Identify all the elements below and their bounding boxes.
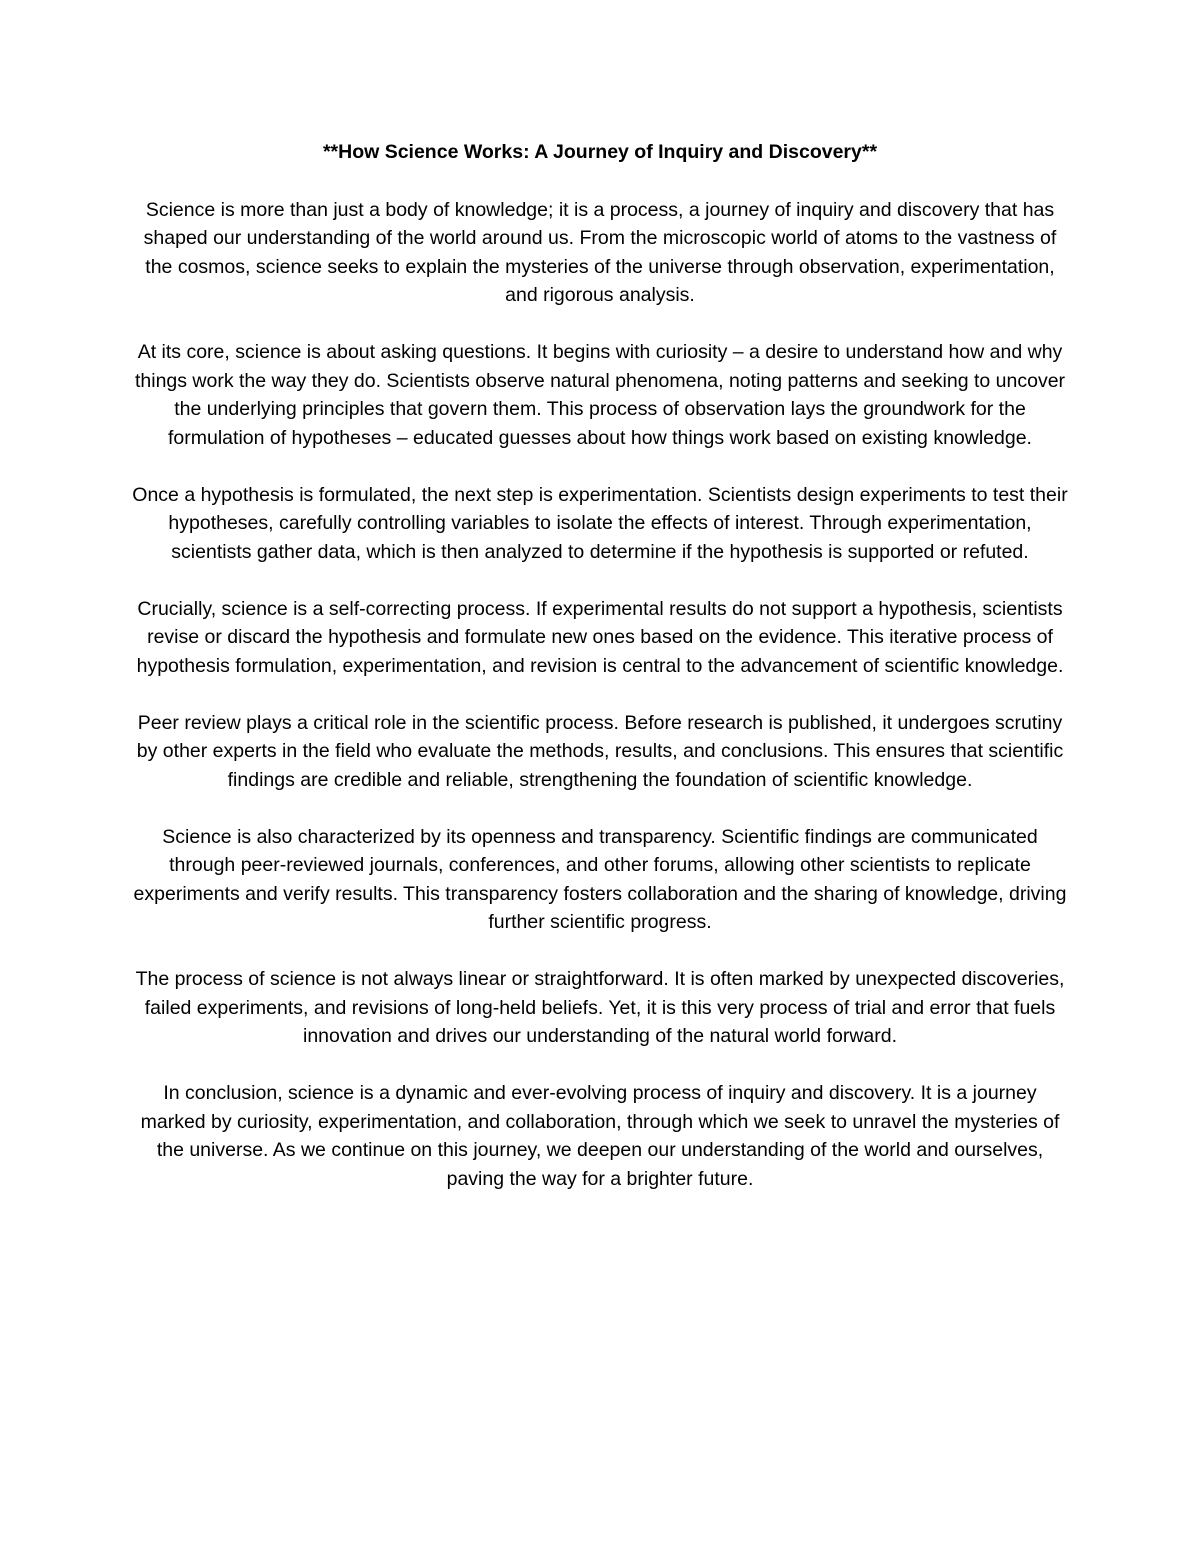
document-page <box>130 138 1070 1193</box>
paragraph-openness: Science is also characterized by its openness and transparency. Scientific findings are communicated through peer-reviewed journals, conferences, and other forums, allowing other scientists to replicate experiments and verify results. This transparency fosters collaboration and the sharing of knowledge, driving further scientific progress. <box>133 825 1067 933</box>
paragraph-conclusion: In conclusion, science is a dynamic and ever-evolving process of inquiry and discovery. It is a journey marked by curiosity, experimentation, and collaboration, through which we seek to unravel the mysteries of the universe. As we continue on this journey, we deepen our understanding of the world and ourselves, paving the way for a brighter future. <box>140 1082 1060 1190</box>
paragraph-nonlinear: The process of science is not always linear or straightforward. It is often marked by unexpected discoveries, failed experiments, and revisions of long-held beliefs. Yet, it is this very process of trial and error that fuels innovation and drives our understanding of the natural world forward. <box>135 968 1065 1047</box>
paragraph-peer-review: Peer review plays a critical role in the scientific process. Before research is published, it undergoes scrutiny by other experts in the field who evaluate the methods, results, and conclusions. This ensures that scientific findings are credible and reliable, strengthening the foundation of scientific knowledge. <box>136 711 1064 791</box>
paragraph-asking-questions: At its core, science is about asking questions. It begins with curiosity – a desire to understand how and why things work the way they do. Scientists observe natural phenomena, noting patterns and seeking to uncover the underlying principles that govern them. This process of observation lays the groundwork for the formulation of hypotheses – educated guesses about how things work based on existing knowledge. <box>134 341 1066 449</box>
paragraph-introduction: Science is more than just a body of knowledge; it is a process, a journey of inquiry and discovery that has shaped our understanding of the world around us. From the microscopic world of atoms to the vastness of the cosmos, science seeks to explain the mysteries of the universe through observation, experimentation, and rigorous analysis. <box>143 198 1057 306</box>
document-title: **How Science Works: A Journey of Inquiry and Discovery** <box>322 141 878 163</box>
paragraph-experimentation: Once a hypothesis is formulated, the next step is experimentation. Scientists design experiments to test their hypotheses, carefully controlling variables to isolate the effects of interest. Through experimentation, scientists gather data, which is then analyzed to determine if the hypothesis is supported or refuted. <box>132 483 1068 563</box>
paragraph-self-correcting: Crucially, science is a self-correcting process. If experimental results do not support a hypothesis, scientists revise or discard the hypothesis and formulate new ones based on the evidence. This iterative process of hypothesis formulation, experimentation, and revision is central to the advancement of scientific knowledge. <box>136 597 1064 677</box>
